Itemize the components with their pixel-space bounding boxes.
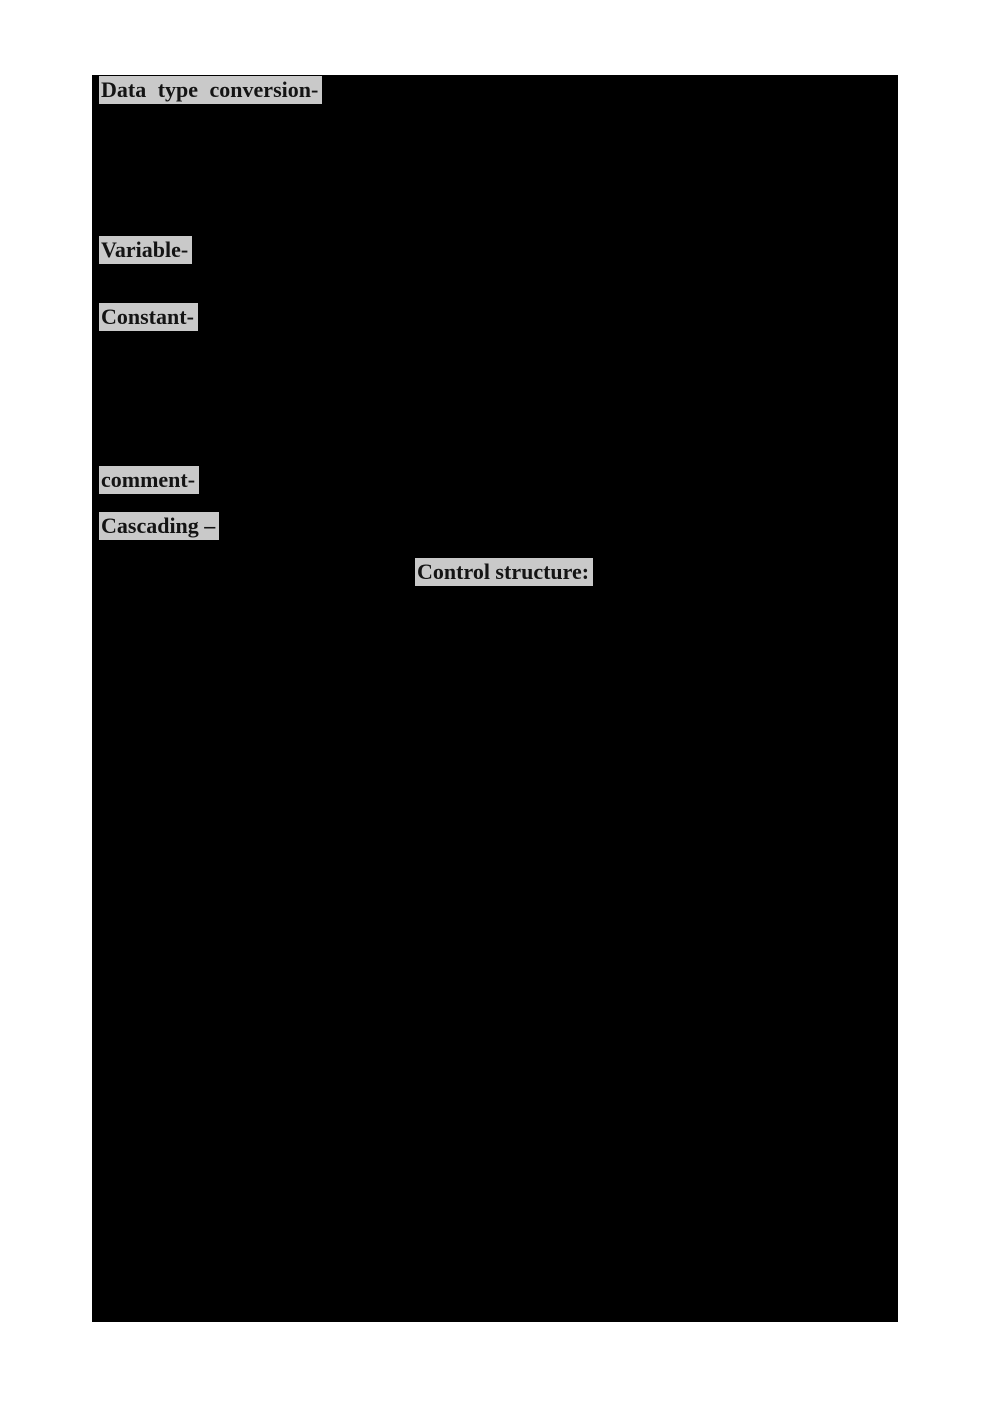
heading-control-structure: Control structure: [415,558,593,586]
heading-variable: Variable- [99,236,192,264]
document-page [92,75,898,1322]
heading-comment: comment- [99,466,199,494]
heading-data-type-conversion: Data type conversion- [99,76,322,104]
heading-cascading: Cascading – [99,512,219,540]
heading-constant: Constant- [99,303,198,331]
